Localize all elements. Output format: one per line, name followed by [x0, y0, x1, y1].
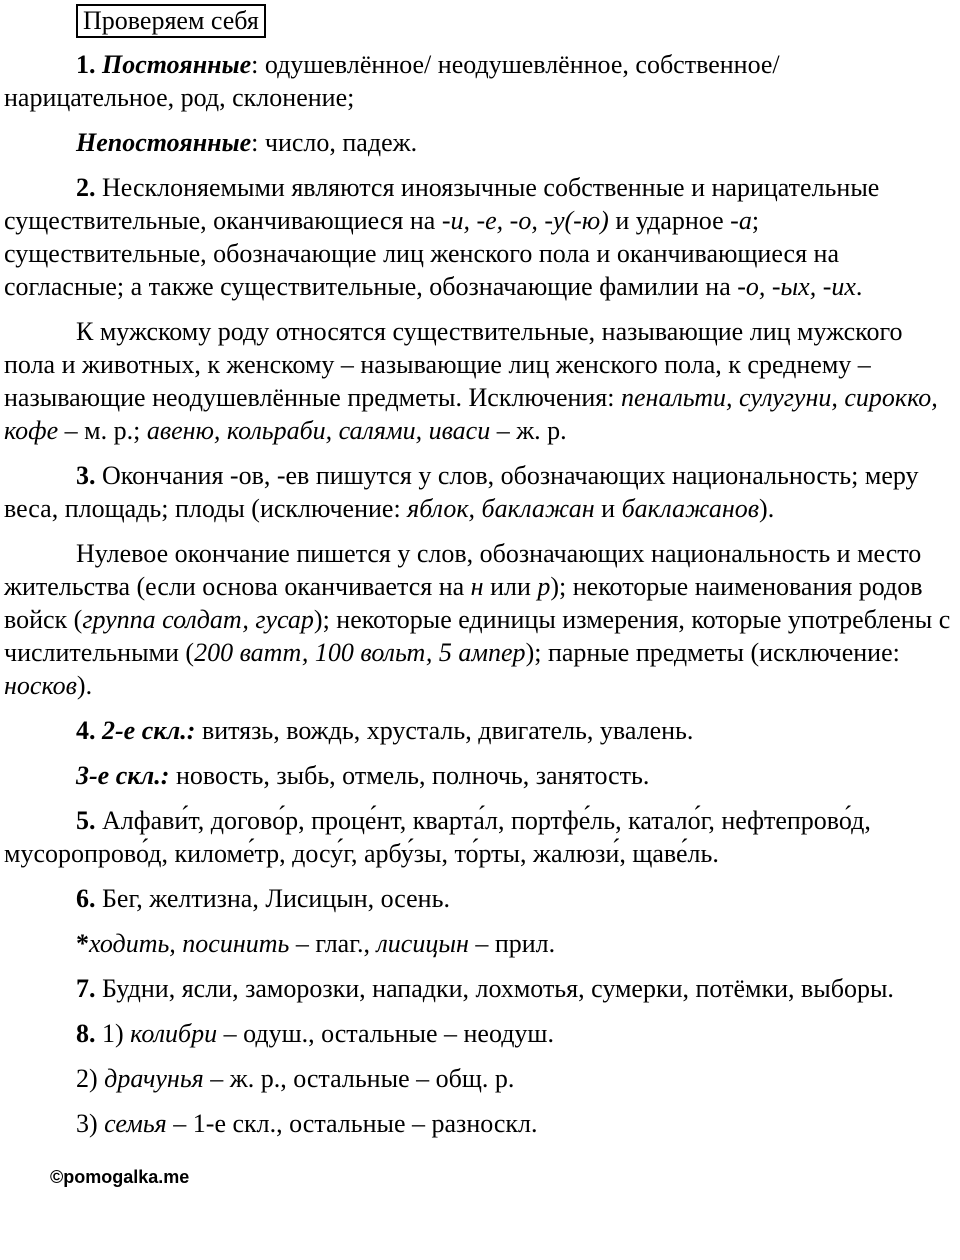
italic-run: авеню, кольраби, салями, иваси [146, 416, 491, 445]
text-run: – м. р.; [58, 416, 147, 445]
text-run: ). [76, 671, 93, 700]
text-run: ). [759, 494, 775, 523]
italic-run: пенальти, сулугуни, сирокко, кофе [4, 383, 938, 445]
answer-8-item-1 [4, 1017, 954, 1050]
text-run: Нулевое окончание пишется у слов, обозначающих национальность и место жительства (если основа оканчивается на [4, 539, 922, 601]
answer-5-stress [4, 804, 954, 870]
text-run: ); парные предметы (исключение: [525, 638, 900, 667]
answer-number: 7. [76, 974, 96, 1003]
answer-number: 8. [76, 1019, 96, 1048]
text-run: – 1-е скл., остальные – разноскл. [166, 1109, 538, 1138]
term-label: 2-е скл.: [102, 716, 196, 745]
italic-run: колибри [130, 1019, 218, 1048]
text-run: Бег, желтизна, Лисицын, осень. [95, 884, 450, 913]
italic-run: -а [730, 206, 752, 235]
answer-6-note [4, 927, 954, 960]
text-run: ); некоторые единицы измерения, которые употреблены с числительными ( [4, 605, 951, 667]
text-run: новость, зыбь, отмель, полночь, занятость. [169, 761, 650, 790]
answer-7-plurals [4, 972, 954, 1005]
text-run: Несклоняемыми являются иноязычные собственные и нарицательные существительные, оканчивающиеся на [4, 173, 880, 235]
text-run: 1) [95, 1019, 131, 1048]
italic-run: носков [4, 671, 77, 700]
text-run: – одуш., остальные – неодуш. [217, 1019, 554, 1048]
answer-6-words [4, 882, 954, 915]
text-run: витязь, вождь, хрусталь, двигатель, увалень. [195, 716, 694, 745]
answer-1-nonconstant [4, 126, 954, 159]
text-run: . [855, 272, 863, 301]
italic-run: яблок, баклажан [407, 494, 595, 523]
text-run: 2) [76, 1064, 105, 1093]
text-run: и ударное [608, 206, 731, 235]
answer-1-constant [4, 48, 954, 114]
answer-4-third-declension [4, 759, 954, 792]
text-run: – ж. р., остальные – общ. р. [203, 1064, 515, 1093]
text-run: ); некоторые наименования родов войск ( [4, 572, 923, 634]
italic-run: р [537, 572, 551, 601]
answer-number: 4. [76, 716, 96, 745]
asterisk: * [76, 929, 89, 958]
term-label: Постоянные [102, 50, 252, 79]
page-title: Проверяем себя [76, 4, 266, 38]
italic-run: группа солдат, гусар [82, 605, 314, 634]
text-run: – прил. [468, 929, 556, 958]
italic-run: -и, -е, -о, -у(-ю) [441, 206, 609, 235]
watermark: ©pomogalka.me [50, 1167, 190, 1187]
italic-run: ходить, посинить [89, 929, 290, 958]
term-label: 3-е скл.: [76, 761, 170, 790]
answer-number: 1. [76, 50, 96, 79]
italic-run: -о, -ых, -их [737, 272, 856, 301]
text-run: К мужскому роду относятся существительные, называющие лиц мужского пола и животных, к женскому – называющие лиц женского пола, к среднему – называющие неодушевлённые предметы. Исключения: [4, 317, 903, 412]
answer-2-indeclinable [4, 171, 954, 303]
italic-run: драчунья [104, 1064, 204, 1093]
answer-2-gender [4, 315, 954, 447]
text-run: – ж. р. [490, 416, 567, 445]
italic-run: семья [104, 1109, 167, 1138]
answer-3-zero-ending [4, 537, 954, 702]
answer-number: 5. [76, 806, 96, 835]
text-run: Окончания -ов, -ев пишутся у слов, обозначающих национальность; меру веса, площадь; плоды (исключение: [4, 461, 919, 523]
italic-run: баклажанов [621, 494, 760, 523]
term-label: Непостоянные [76, 128, 252, 157]
answer-text: : число, падеж. [251, 128, 418, 157]
answer-3-endings [4, 459, 954, 525]
italic-run: 200 ватт, 100 вольт, 5 ампер [194, 638, 526, 667]
text-run: Алфави́т, догово́р, проце́нт, кварта́л, портфе́ль, катало́г, нефтепрово́д, мусоропрово́д, киломе́тр, досу́г, арбу́зы, то́рты, жалюзи́, щаве́ль. [4, 806, 871, 868]
text-run: Будни, ясли, заморозки, нападки, лохмотья, сумерки, потёмки, выборы. [95, 974, 894, 1003]
answer-number: 2. [76, 173, 96, 202]
answer-8-item-3 [4, 1107, 954, 1140]
answer-8-item-2 [4, 1062, 954, 1095]
text-run: ; существительные, обозначающие лиц женского пола и оканчивающиеся на согласные; а также существительные, обозначающие фамилии на [4, 206, 839, 301]
text-run: или [483, 572, 538, 601]
answer-4-second-declension [4, 714, 954, 747]
answers-page [4, 0, 954, 1152]
answer-text: : одушевлённое/ неодушевлённое, собственное/ нарицательное, род, склонение; [4, 50, 780, 112]
answer-number: 6. [76, 884, 96, 913]
text-run: – глаг., [289, 929, 377, 958]
italic-run: лисицын [376, 929, 469, 958]
answer-number: 3. [76, 461, 96, 490]
text-run: и [594, 494, 622, 523]
text-run: 3) [76, 1109, 105, 1138]
italic-run: н [470, 572, 484, 601]
